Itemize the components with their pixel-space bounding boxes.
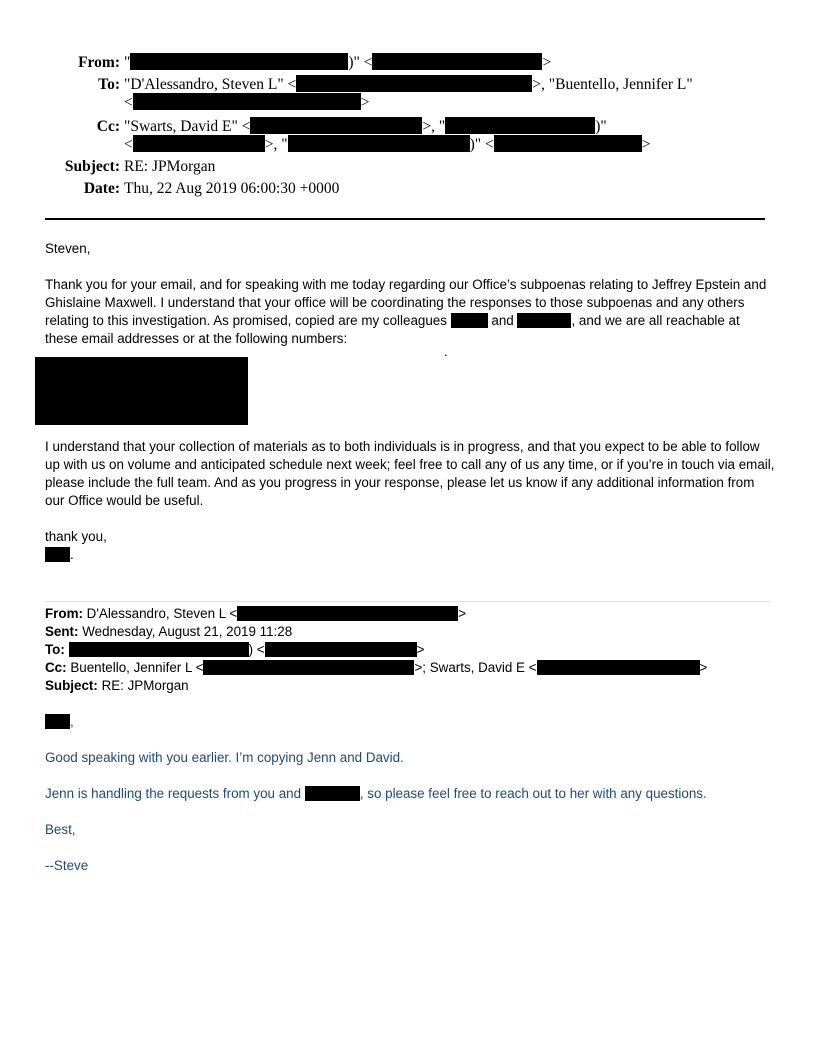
- quoted-signature: --Steve: [45, 858, 89, 873]
- to-value-line2: < >: [124, 94, 370, 111]
- date-label: Date:: [83, 180, 120, 197]
- redaction-block: [45, 714, 70, 729]
- redaction-block: [265, 642, 417, 657]
- quoted-sent: Sent: Wednesday, August 21, 2019 11:28: [45, 624, 293, 639]
- quoted-from: From: D'Alessandro, Steven L < >: [45, 606, 467, 621]
- quoted-divider: [45, 601, 770, 602]
- message-paragraph-2: I understand that your collection of materials as to both individuals is in progress, and that you expect to be able to follow up with us on volume and anticipated schedule next week; feel free to call any of us any time, or if you’re in touch via email, please include the full team. And as you progress in your response, please let us know if any additional information from our Office would be useful.: [45, 439, 775, 508]
- redaction-block: [537, 660, 700, 675]
- redaction-block: [203, 660, 414, 675]
- message-signature: .: [45, 546, 775, 564]
- cc-value-line2: < >, " )" < >: [124, 136, 651, 153]
- quoted-closing: Best,: [45, 822, 76, 837]
- quoted-to: To: ) < >: [45, 642, 425, 657]
- cc-label: Cc:: [96, 118, 120, 135]
- redaction-block: [250, 117, 422, 134]
- redaction-block: [130, 53, 348, 70]
- redaction-block: [69, 642, 249, 657]
- from-label: From:: [78, 54, 120, 71]
- redaction-block: [451, 313, 488, 328]
- quoted-cc: Cc: Buentello, Jennifer L < >; Swarts, David E < >: [45, 660, 708, 675]
- redaction-block: [133, 93, 361, 110]
- message-paragraph-1: Thank you for your email, and for speaking with me today regarding our Office’s subpoenas relating to Jeffrey Epstein and Ghislaine Maxwell. I understand that your office will be coordinating the responses to those subpoenas and any others relating to this investigation. As promised, copied are my colleagues and , and we are all reachable at these email addresses or at the following numbers:: [45, 277, 767, 346]
- message-greeting: Steven,: [45, 241, 91, 256]
- cc-value: "Swarts, David E" < >, " )": [124, 118, 607, 135]
- to-label: To:: [98, 76, 120, 93]
- redaction-block: [133, 135, 265, 152]
- quoted-subject: Subject: RE: JPMorgan: [45, 678, 189, 693]
- quoted-line-2: Jenn is handling the requests from you and , so please feel free to reach out to her with any questions.: [45, 786, 707, 801]
- redaction-block: [296, 75, 532, 92]
- redaction-block: [372, 53, 542, 70]
- message-signoff: thank you,: [45, 529, 107, 544]
- to-value: "D'Alessandro, Steven L" < >, "Buentello, Jennifer L": [124, 76, 693, 93]
- from-value: " )" < >: [124, 54, 552, 71]
- redaction-block: [288, 135, 470, 152]
- stray-dot: .: [444, 344, 448, 359]
- redaction-block: [237, 606, 458, 621]
- subject-label: Subject:: [64, 158, 120, 175]
- quoted-greeting: ,: [45, 713, 775, 731]
- redaction-block: [517, 313, 571, 328]
- redaction-block: [445, 117, 595, 134]
- date-value: Thu, 22 Aug 2019 06:00:30 +0000: [124, 180, 340, 197]
- redaction-block: [305, 786, 360, 801]
- header-divider: [45, 218, 765, 220]
- quoted-line-1: Good speaking with you earlier. I’m copying Jenn and David.: [45, 750, 404, 765]
- redaction-block: [45, 547, 70, 562]
- redaction-block: [494, 135, 642, 152]
- subject-value: RE: JPMorgan: [124, 158, 216, 175]
- redaction-block-large: [35, 357, 248, 425]
